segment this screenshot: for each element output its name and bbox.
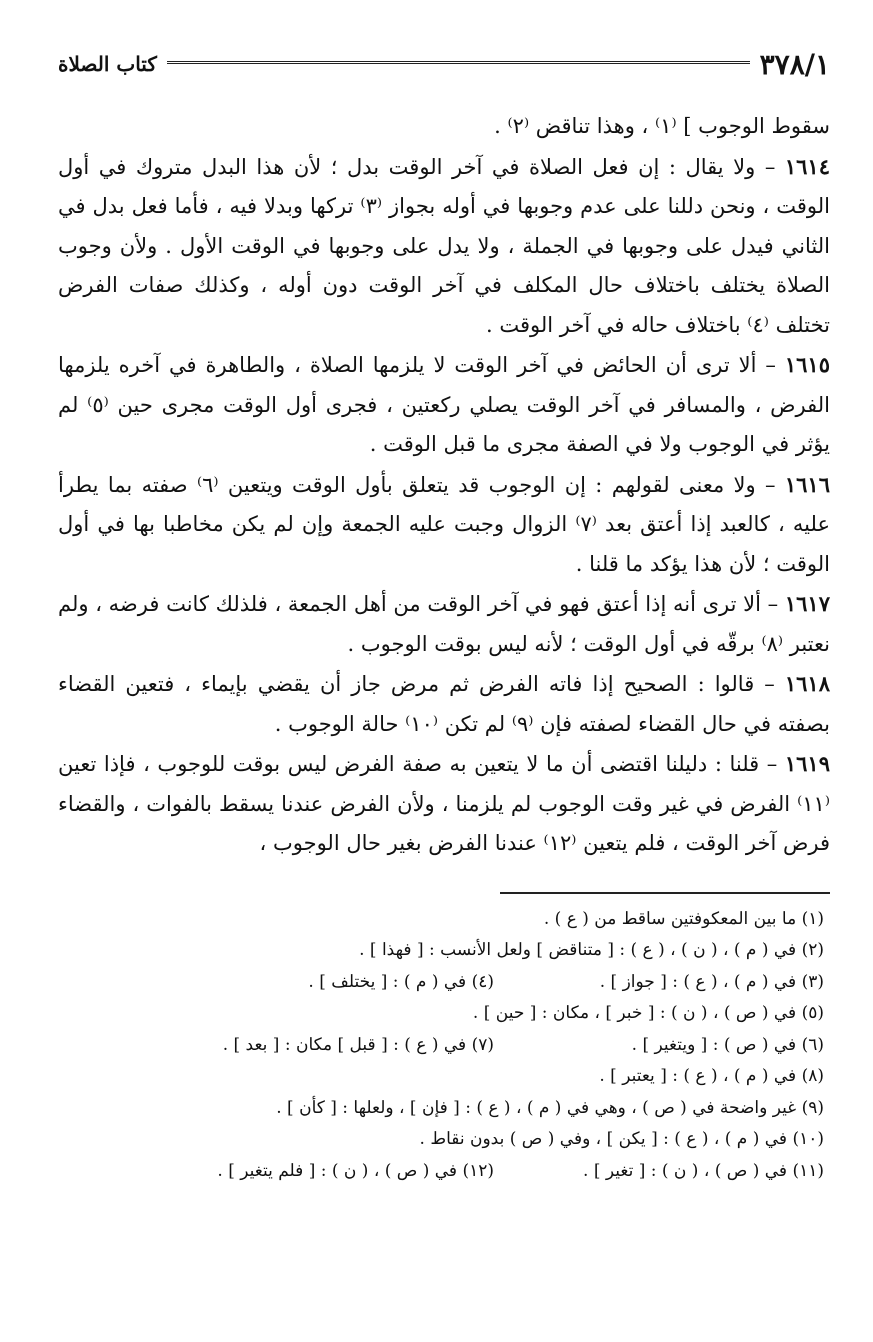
paragraph-text: – ألا ترى أن الحائض في آخر الوقت لا يلزمها الصلاة ، والطاهرة في آخره يلزمها الفرض ، والمسافر في آخر الوقت يصلي ركعتين ، فجرى أول الوقت مجرى حين ⁽٥⁾ لم يؤثر في الوجوب ولا في الصفة مجرى ما قبل الوقت .	[58, 353, 830, 456]
paragraph	[58, 465, 830, 585]
paragraph-text: – قالوا : الصحيح إذا فاته الفرض ثم مرض جاز أن يقضي بإيماء ، فتعين القضاء بصفته في حال القضاء لصفته فإن ⁽٩⁾ لم تكن ⁽١٠⁾ حالة الوجوب .	[58, 672, 830, 736]
footnotes	[58, 904, 830, 1188]
footnote: (٨) في ( م ) ، ( ع ) : [ يعتبر ] .	[599, 1066, 824, 1086]
page-header	[58, 40, 830, 88]
paragraph-number: ١٦١٨	[784, 671, 830, 696]
main-text	[58, 106, 830, 864]
footnote-row	[58, 1124, 824, 1156]
footnote: (٢) في ( م ) ، ( ن ) ، ( ع ) : [ متناقض ] ولعل الأنسب : [ فهذا ] .	[359, 940, 824, 960]
book-page	[58, 40, 830, 1187]
book-title: كتاب الصلاة	[58, 52, 157, 76]
paragraph	[58, 345, 830, 465]
footnote-row	[58, 967, 824, 999]
paragraph	[58, 664, 830, 744]
footnote-divider	[500, 892, 830, 894]
footnote: (١٢) في ( ص ) ، ( ن ) : [ فلم يتغير ] .	[217, 1160, 494, 1181]
paragraph-text: – قلنا : دليلنا اقتضى أن ما لا يتعين به صفة الفرض ليس بوقت للوجوب ، فإذا تعين ⁽١١⁾ الفرض في غير وقت الوجوب لم يلزمنا ، ولأن الفرض عندنا يسقط بالفوات ، والقضاء فرض آخر الوقت ، فلم يتعين ⁽١٢⁾ عندنا الفرض بغير حال الوجوب ،	[58, 752, 830, 855]
paragraph-number: ١٦١٥	[784, 352, 830, 377]
footnote-row	[58, 1093, 824, 1125]
paragraph	[58, 147, 830, 346]
paragraph	[58, 744, 830, 864]
footnote: (٥) في ( ص ) ، ( ن ) : [ خبر ] ، مكان : [ حين ] .	[472, 1003, 824, 1023]
footnote: (٩) غير واضحة في ( ص ) ، وهي في ( م ) ، ( ع ) : [ فإن ] ، ولعلها : [ كأن ] .	[276, 1097, 824, 1118]
footnote: (١١) في ( ص ) ، ( ن ) : [ تغير ] .	[583, 1160, 824, 1181]
footnote-row	[58, 1030, 824, 1062]
paragraph-text: سقوط الوجوب ] ⁽١⁾ ، وهذا تناقض ⁽٢⁾ .	[494, 114, 830, 138]
footnote-row	[58, 998, 824, 1030]
header-divider	[167, 61, 750, 67]
footnote-row	[58, 935, 824, 967]
paragraph-number: ١٦١٦	[784, 471, 830, 497]
paragraph-number: ١٦١٧	[784, 591, 830, 616]
footnote: (١) ما بين المعكوفتين ساقط من ( ع ) .	[543, 908, 824, 929]
footnote-row	[58, 904, 824, 936]
footnote: (٤) في ( م ) : [ يختلف ] .	[308, 971, 494, 992]
footnote: (٦) في ( ص ) : [ ويتغير ] .	[631, 1034, 824, 1055]
paragraph-number: ١٦١٩	[784, 751, 830, 776]
footnote: (١٠) في ( م ) ، ( ع ) : [ يكن ] ، وفي ( ص ) بدون نقاط .	[419, 1129, 824, 1149]
paragraph-text: – ولا يقال : إن فعل الصلاة في آخر الوقت بدل ؛ لأن هذا البدل متروك في أول الوقت ، ونحن دللنا على عدم وجوبها في أوله بجواز ⁽٣⁾ تركها وبدلا فيه ، فأما فعل بدل في الثاني فيدل على وجوبها في الجملة ، ولا يدل على وجوبها في الوقت الأول . ولأن وجوب الصلاة يختلف باختلاف حال المكلف في آخر الوقت دون أوله ، وكذلك صفات الفرض تختلف ⁽٤⁾ باختلاف حاله في آخر الوقت .	[58, 154, 831, 337]
page-number: ٣٧٨/١	[759, 47, 830, 81]
footnote-row	[58, 1061, 824, 1093]
paragraph-number: ١٦١٤	[784, 153, 830, 179]
paragraph	[58, 584, 830, 664]
footnote-row	[58, 1156, 824, 1188]
paragraph-text: – ألا ترى أنه إذا أعتق فهو في آخر الوقت من أهل الجمعة ، فلذلك كانت فرضه ، ولم نعتبر ⁽٨⁾ برقّه في أول الوقت ؛ لأنه ليس بوقت الوجوب .	[58, 592, 830, 656]
footnote: (٣) في ( م ) ، ( ع ) : [ جواز ] .	[599, 971, 824, 992]
paragraph-text: – ولا معنى لقولهم : إن الوجوب قد يتعلق بأول الوقت ويتعين ⁽٦⁾ صفته بما يطرأ عليه ، كالعبد إذا أعتق بعد ⁽٧⁾ الزوال وجبت عليه الجمعة وإن لم يكن مخاطبا بها في أول الوقت ؛ لأن هذا يؤكد ما قلنا .	[58, 472, 830, 576]
paragraph	[58, 106, 830, 147]
footnote: (٧) في ( ع ) : [ قبل ] مكان : [ بعد ] .	[222, 1034, 494, 1055]
